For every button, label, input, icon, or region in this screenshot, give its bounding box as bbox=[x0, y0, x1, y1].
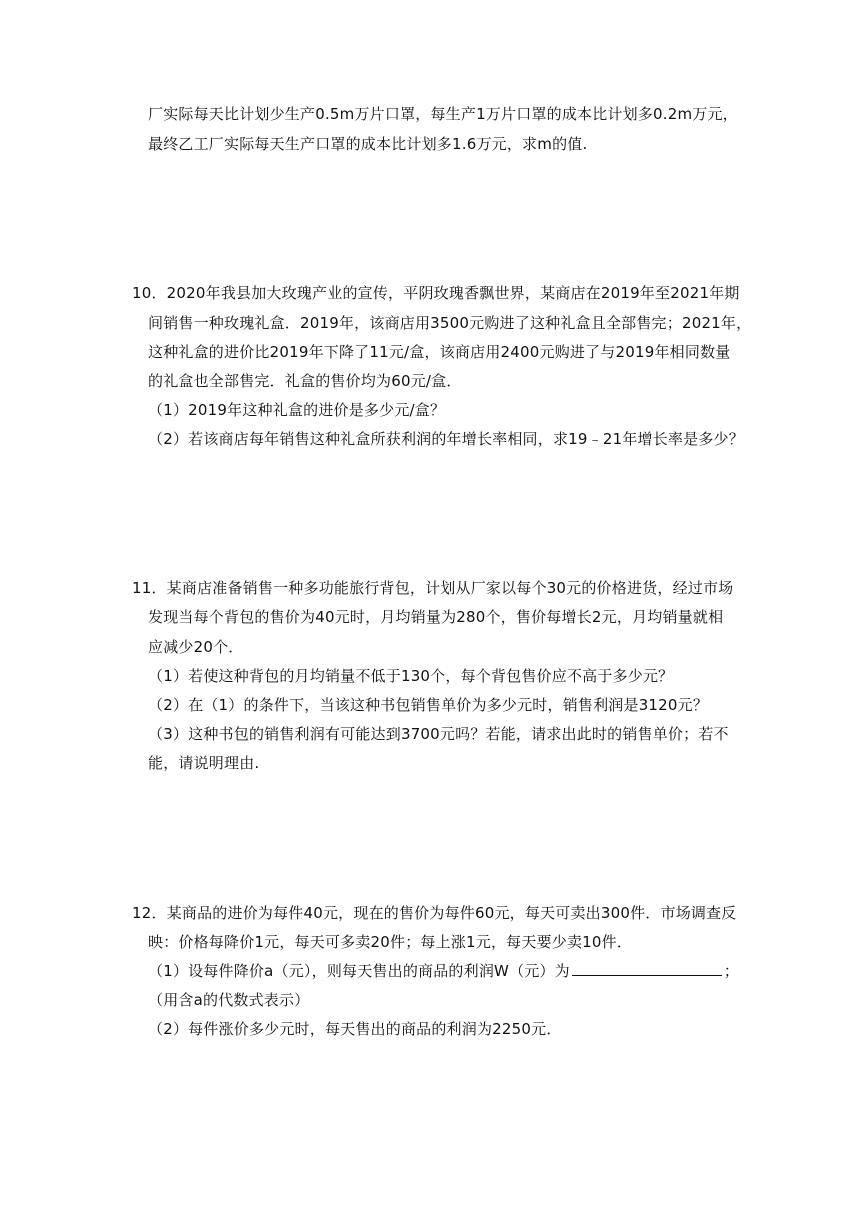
q11-part-1: （1）若使这种背包的月均销量不低于130个，每个背包售价应不高于多少元？ bbox=[148, 667, 674, 685]
q11-part-3-cont: 能，请说明理由. bbox=[148, 754, 260, 772]
q11-line-1: 11．某商店准备销售一种多功能旅行背包，计划从厂家以每个30元的价格进货，经过市场 bbox=[132, 579, 734, 597]
q11-part-3: （3）这种书包的销售利润有可能达到3700元吗？若能，请求出此时的销售单价；若不 bbox=[148, 725, 729, 743]
q10-line-3: 这种礼盒的进价比2019年下降了11元/盒，该商店用2400元购进了与2019年相同数量 bbox=[148, 343, 731, 361]
q10-part-2: （2）若该商店每年销售这种礼盒所获利润的年增长率相同，求19﹣21年增长率是多少？ bbox=[148, 430, 744, 448]
q12-part-1-text: （1）设每件降价a（元），则每天售出的商品的利润W（元）为 bbox=[148, 962, 570, 980]
answer-blank[interactable] bbox=[572, 961, 722, 976]
q9-line-1: 厂实际每天比计划少生产0.5m万片口罩，每生产1万片口罩的成本比计划多0.2m万元， bbox=[148, 105, 738, 123]
q12-part-1-note: （用含a的代数式表示） bbox=[148, 991, 310, 1009]
q11-line-3: 应减少20个． bbox=[148, 638, 244, 656]
q11-line-2: 发现当每个背包的售价为40元时，月均销量为280个，售价每增长2元，月均销量就相 bbox=[148, 608, 724, 626]
q12-part-1 bbox=[148, 961, 739, 981]
q12-line-1: 12．某商品的进价为每件40元，现在的售价为每件60元，每天可卖出300件．市场调查反 bbox=[132, 904, 737, 922]
q10-line-2: 间销售一种玫瑰礼盒．2019年，该商店用3500元购进了这种礼盒且全部售完；2021年， bbox=[148, 314, 752, 332]
q11-part-2: （2）在（1）的条件下，当该这种书包销售单价为多少元时，销售利润是3120元？ bbox=[148, 696, 709, 714]
q10-line-4: 的礼盒也全部售完．礼盒的售价均为60元/盒． bbox=[148, 372, 462, 390]
q10-part-1: （1）2019年这种礼盒的进价是多少元/盒？ bbox=[148, 401, 446, 419]
q12-line-2: 映：价格每降价1元，每天可多卖20件；每上涨1元，每天要少卖10件． bbox=[148, 933, 633, 951]
q12-part-2: （2）每件涨价多少元时，每天售出的商品的利润为2250元． bbox=[148, 1020, 562, 1038]
q12-part-1-end: ； bbox=[723, 962, 740, 980]
q9-line-2: 最终乙工厂实际每天生产口罩的成本比计划多1.6万元，求m的值. bbox=[148, 135, 588, 153]
q10-line-1: 10．2020年我县加大玫瑰产业的宣传，平阴玫瑰香飘世界，某商店在2019年至2021年期 bbox=[132, 284, 740, 302]
